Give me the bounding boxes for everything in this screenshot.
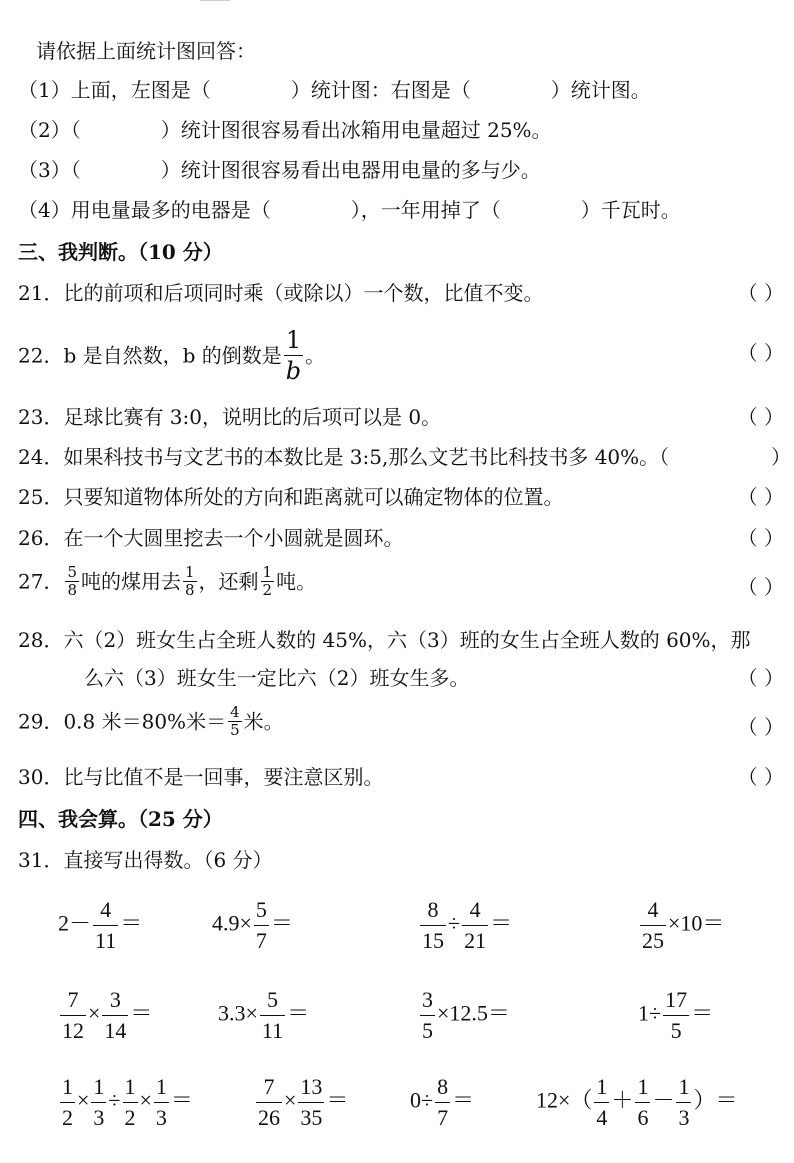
fraction — [420, 985, 435, 1046]
denominator: 8 — [185, 581, 195, 599]
numerator: 1 — [594, 1072, 609, 1103]
denominator: 2 — [262, 581, 273, 599]
numerator: 1 — [154, 1072, 169, 1103]
fraction-1-2 — [261, 564, 275, 599]
fraction — [91, 1072, 106, 1133]
denominator: 3 — [93, 1105, 105, 1130]
judge-item-28-line1: 28．六（2）班女生占全班人数的 45%，六（3）班的女生占全班人数的 60%，那 — [18, 628, 751, 652]
q2-part-a: （2）（ — [18, 118, 81, 142]
judge-item-24: 24．如果科技书与文艺书的本数比是 3:5,那么文艺书比科技书多 40%。（ — [18, 445, 670, 469]
fraction-4-5 — [228, 704, 242, 739]
fraction — [102, 985, 128, 1046]
fraction — [420, 895, 446, 956]
i27-num: 27． — [18, 569, 64, 594]
fraction — [663, 985, 689, 1046]
judge-item-22 — [18, 325, 325, 385]
calc-text: ×10＝ — [668, 910, 725, 936]
numerator: 7 — [60, 985, 86, 1016]
denominator: 11 — [95, 928, 117, 953]
judge-item-23: 23．足球比赛有 3:0，说明比的后项可以是 0。 — [18, 405, 442, 429]
denominator: 35 — [300, 1105, 323, 1130]
calc-text: 2－ — [58, 910, 92, 936]
denominator: 26 — [258, 1105, 280, 1130]
i29-text-a: 29．0.8 米＝80%米＝ — [18, 709, 227, 734]
calc-text: ）＝ — [693, 1087, 738, 1113]
q3-part-a: （3）（ — [18, 158, 81, 182]
q3-part-b: ）统计图很容易看出电器用电量的多与少。 — [160, 158, 541, 182]
q1-part-b: ）统计图：右图是（ — [290, 78, 471, 102]
i27-text-c: ，还剩 — [198, 569, 259, 594]
judge-item-30: 30．比与比值不是一回事，要注意区别。 — [18, 765, 384, 789]
denominator: 7 — [437, 1105, 449, 1130]
calc-9 — [58, 1072, 193, 1133]
answer-paren-28[interactable]: （ ） — [737, 666, 784, 690]
judge-item-21: 21．比的前项和后项同时乘（或除以）一个数，比值不变。 — [18, 281, 544, 305]
denominator: 3 — [678, 1105, 690, 1130]
judge-item-29 — [18, 704, 284, 750]
denominator: 25 — [642, 928, 664, 953]
calc-10 — [254, 1072, 348, 1133]
numerator: 5 — [260, 985, 285, 1016]
numerator: 3 — [102, 985, 128, 1016]
denominator: 2 — [62, 1105, 73, 1130]
fraction — [462, 895, 488, 956]
operator: ÷ — [108, 1087, 121, 1113]
denominator: 15 — [422, 928, 444, 953]
judge-item-25: 25．只要知道物体所处的方向和距离就可以确定物体的位置。 — [18, 485, 564, 509]
fraction-5-8 — [65, 564, 79, 599]
denominator: 14 — [104, 1018, 127, 1043]
fraction-1-over-b — [284, 325, 303, 386]
equals: ＝ — [270, 910, 293, 936]
denominator: 4 — [596, 1105, 608, 1130]
calc-4 — [638, 895, 724, 956]
fraction — [93, 895, 118, 956]
fraction — [435, 1072, 450, 1133]
denominator: 5 — [422, 1018, 433, 1043]
answer-paren-21[interactable]: （ ） — [737, 281, 784, 305]
equals: ＝ — [130, 1000, 153, 1026]
answer-paren-26[interactable]: （ ） — [737, 526, 784, 550]
denominator: 6 — [637, 1105, 649, 1130]
numerator: 17 — [663, 985, 689, 1016]
denominator: 21 — [464, 928, 487, 953]
answer-paren-27[interactable]: （ ） — [737, 575, 784, 599]
section-3-heading: 三、我判断。（10 分） — [18, 240, 223, 264]
denominator: 8 — [67, 581, 77, 599]
equals: ＝ — [170, 1087, 193, 1113]
fraction — [256, 1072, 282, 1133]
q1-part-c: ）统计图。 — [550, 78, 651, 102]
numerator: 8 — [435, 1072, 450, 1103]
q4-part-c: ）千瓦时。 — [580, 198, 681, 222]
denominator: 5 — [670, 1018, 682, 1043]
numerator: 1 — [60, 1072, 75, 1103]
i29-text-b: 米。 — [243, 709, 284, 734]
fraction — [676, 1072, 691, 1133]
denominator: 2 — [124, 1105, 136, 1130]
judge-item-26: 26．在一个大圆里挖去一个小圆就是圆环。 — [18, 526, 404, 550]
numerator: 1 — [284, 325, 303, 356]
fraction — [60, 985, 86, 1046]
fraction-1-8 — [183, 564, 197, 599]
numerator: 3 — [420, 985, 435, 1016]
denominator: b — [285, 357, 302, 385]
fraction — [635, 1072, 650, 1133]
numerator: 5 — [254, 895, 269, 926]
numerator: 5 — [67, 563, 77, 581]
question-4 — [18, 197, 681, 223]
denominator: 12 — [62, 1018, 84, 1043]
numerator: 1 — [123, 1072, 138, 1103]
numerator: 13 — [298, 1072, 324, 1103]
section-4-heading: 四、我会算。（25 分） — [18, 807, 223, 831]
q1-part-a: （1）上面，左图是（ — [18, 78, 211, 102]
calc-11 — [410, 1072, 474, 1133]
calc-5 — [58, 985, 152, 1046]
q4-part-a: （4）用电量最多的电器是（ — [18, 198, 271, 222]
fraction — [123, 1072, 138, 1133]
denominator: 3 — [155, 1105, 167, 1130]
equals: ＝ — [490, 910, 513, 936]
calc-text: 4.9× — [212, 910, 252, 936]
question-2 — [18, 117, 552, 143]
calc-text: 0÷ — [410, 1087, 434, 1113]
numerator: 4 — [93, 895, 118, 926]
fraction — [594, 1072, 609, 1133]
i27-text-b: 吨的煤用去 — [81, 569, 181, 594]
numerator: 4 — [640, 895, 666, 926]
equals: ＝ — [326, 1087, 349, 1113]
calc-text: 12×（ — [536, 1087, 593, 1113]
calc-3 — [418, 895, 512, 956]
operator: － — [652, 1087, 675, 1113]
calc-text: 1÷ — [638, 1000, 662, 1026]
operator: × — [77, 1087, 90, 1113]
numerator: 1 — [262, 563, 273, 581]
calc-text: 3.3× — [218, 1000, 258, 1026]
operator: ＋ — [611, 1087, 634, 1113]
question-31: 31．直接写出得数。（6 分） — [18, 848, 273, 872]
answer-paren-22[interactable]: （ ） — [737, 341, 784, 365]
operator: ÷ — [448, 910, 461, 936]
denominator: 7 — [255, 928, 267, 953]
i22-end: 。 — [305, 343, 326, 368]
denominator: 5 — [230, 721, 240, 739]
answer-paren-24[interactable]: ） — [771, 445, 791, 469]
calc-6 — [218, 985, 309, 1046]
i27-text-e: 吨。 — [276, 569, 317, 594]
q2-part-b: ）统计图很容易看出冰箱用电量超过 25%。 — [160, 118, 552, 142]
operator: × — [88, 1000, 101, 1026]
fraction — [154, 1072, 169, 1133]
i22-text: 22．b 是自然数，b 的倒数是 — [18, 343, 282, 368]
judge-item-27 — [18, 564, 316, 610]
numerator: 4 — [230, 703, 240, 721]
equals: ＝ — [452, 1087, 475, 1113]
answer-paren-23[interactable]: （ ） — [737, 405, 784, 429]
judge-item-28-line2: 么六（3）班女生一定比六（2）班女生多。 — [84, 666, 470, 690]
answer-paren-30[interactable]: （ ） — [737, 765, 784, 789]
fraction — [60, 1072, 75, 1133]
fraction — [640, 895, 666, 956]
calc-7 — [418, 985, 510, 1046]
operator: × — [284, 1087, 297, 1113]
numerator: 7 — [256, 1072, 282, 1103]
answer-paren-29[interactable]: （ ） — [737, 715, 784, 739]
calc-text: ×12.5＝ — [437, 1000, 510, 1026]
equals: ＝ — [691, 1000, 714, 1026]
calc-2 — [212, 895, 293, 956]
numerator: 1 — [185, 563, 195, 581]
numerator: 4 — [462, 895, 488, 926]
q4-part-b: ），一年用掉了（ — [350, 198, 501, 222]
fraction — [260, 985, 285, 1046]
numerator: 1 — [676, 1072, 691, 1103]
answer-paren-25[interactable]: （ ） — [737, 485, 784, 509]
fraction — [254, 895, 269, 956]
calc-8 — [638, 985, 713, 1046]
numerator: 1 — [91, 1072, 106, 1103]
calc-1 — [58, 895, 142, 956]
denominator: 11 — [261, 1018, 284, 1043]
operator: × — [139, 1087, 152, 1113]
numerator: 8 — [420, 895, 446, 926]
equals: ＝ — [120, 910, 143, 936]
calc-12 — [536, 1072, 737, 1133]
scan-mark — [200, 0, 230, 5]
intro-text: 请依据上面统计图回答： — [36, 39, 256, 63]
question-3 — [18, 157, 541, 183]
fraction — [298, 1072, 324, 1133]
equals: ＝ — [287, 1000, 310, 1026]
question-1 — [18, 77, 651, 103]
numerator: 1 — [635, 1072, 650, 1103]
